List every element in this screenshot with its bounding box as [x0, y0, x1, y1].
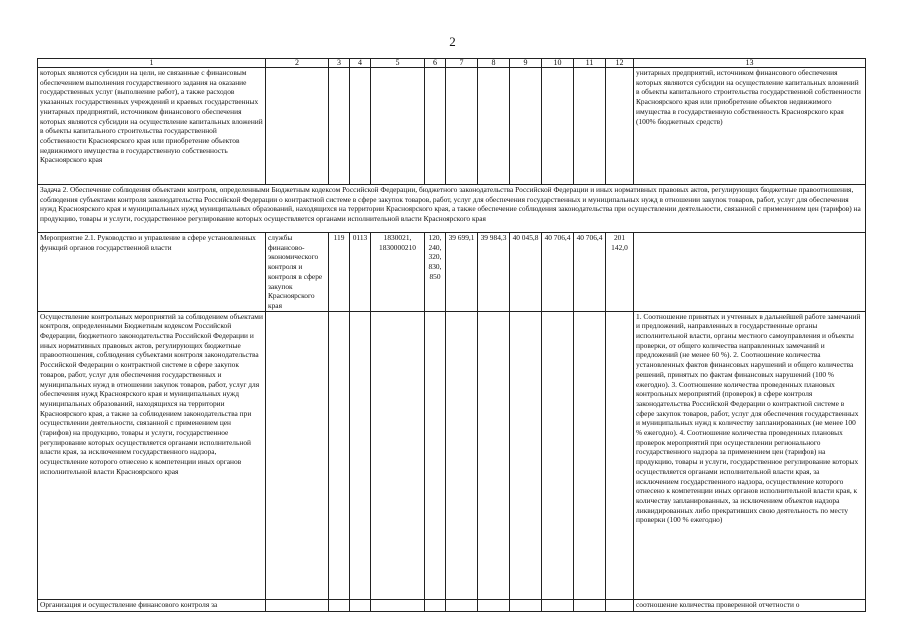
col-header: 1	[38, 59, 266, 68]
table-row	[38, 311, 866, 599]
col-header: 13	[634, 59, 866, 68]
continuation-indicator: унитарных предприятий, источником финансового обеспечения которых являются субсидии на осуществление капитальных вложений в объекты капитального строительства государственной собственности Красноярского края или приобретение объектов недвижимого имущества в государственную собственность Красноярского края (100% бюджетных средств)	[634, 68, 866, 185]
next-indicator-text: соотношение количества проверенной отчетности о	[634, 599, 866, 611]
measure-name: Мероприятие 2.1. Руководство и управление в сфере установленных функций органов государственной власти	[38, 233, 266, 312]
table-row	[38, 185, 866, 233]
col-header: 9	[510, 59, 542, 68]
col-header: 6	[425, 59, 446, 68]
column-number-row	[38, 59, 866, 68]
grbs-code: 119	[329, 233, 350, 312]
measure-executor: службы финансово-экономического контроля и контроля в сфере закупок Красноярского края	[266, 233, 329, 312]
table-row	[38, 599, 866, 611]
value-col-11: 40 706,4	[574, 233, 606, 312]
next-activity-text: Организация и осуществление финансового контроля за	[38, 599, 266, 611]
table-row	[38, 233, 866, 312]
control-activity-text: Осуществление контрольных мероприятий за соблюдением объектами контроля, определенными Бюджетным кодексом Российской Федерации, бюджетного законодательства Российской Федерации и иных нормативных правовых актов, регулирующих бюджетные правоотношения, соблюдения субъектами контроля законодательства Российской Федерации о контрактной системе в сфере закупок товаров, работ, услуг для обеспечения государственных и муниципальных нужд в отношении закупок товаров, работ, услуг для обеспечения нужд Красноярского края и муниципальных нужд муниципальных образований, находящихся на территории Красноярского края, а также за соблюдением законодательства при осуществлении деятельности, связанной с применением цен (тарифов) на продукцию, товары и услуги, государственное регулирование которых осуществляется органами исполнительной власти края, за исключением государственного надзора, осуществление которого отнесено к компетенции иных органов исполнительной власти Красноярского края	[38, 311, 266, 599]
col-header: 5	[371, 59, 425, 68]
col-header: 11	[574, 59, 606, 68]
table-row	[38, 68, 866, 185]
continuation-text: которых являются субсидии на цели, не связанные с финансовым обеспечением выполнения государственного задания на оказание государственных услуг (выполнение работ), а также расходов указанных государственных учреждений и краевых государственных унитарных предприятий, источником финансового обеспечения которых являются субсидии на осуществление капитальных вложений в объекты капитального строительства государственной собственности Красноярского края или приобретение объектов недвижимого имущества в государственную собственность Красноярского края	[38, 68, 266, 185]
page-number: 2	[449, 34, 456, 49]
task-2-heading: Задача 2. Обеспечение соблюдения объектами контроля, определенными Бюджетным кодексом Российской Федерации, бюджетного законодательства Российской Федерации и иных нормативных правовых актов, регулирующих бюджетные правоотношения, соблюдения субъектами контроля законодательства Российской Федерации о контрактной системе в сфере закупок товаров, работ, услуг для обеспечения государственных и муниципальных нужд в отношении закупок товаров, работ, услуг для обеспечения нужд Красноярского края и муниципальных нужд муниципальных образований, находящихся на территории Красноярского края, а также обеспечение соблюдения законодательства при осуществлении деятельности, связанной с применением цен (тарифов) на продукцию, товары и услуги, государственное регулирование которых осуществляется органами исполнительной власти Красноярского края	[38, 185, 866, 233]
col-header: 12	[606, 59, 634, 68]
col-header: 3	[329, 59, 350, 68]
col-header: 7	[446, 59, 478, 68]
col-header: 10	[542, 59, 574, 68]
value-col-10: 40 706,4	[542, 233, 574, 312]
col-header: 4	[350, 59, 371, 68]
value-col-7: 39 699,1	[446, 233, 478, 312]
control-indicators: 1. Соотношение принятых и учтенных в дальнейшей работе замечаний и предложений, направленных в государственные органы исполнительной власти, органы местного самоуправления и объекты проверки, от общего количества направленных замечаний и предложений (не менее 60 %). 2. Соотношение количества установленных фактов финансовых нарушений и общего количества решений, принятых по фактам финансовых нарушений (100 % ежегодно). 3. Соотношение количества проведенных плановых контрольных мероприятий (проверок) в сфере контроля законодательства Российской Федерации о контрактной системе в сфере закупок товаров, работ, услуг для обеспечения государственных и муниципальных нужд к количеству запланированных (не менее 100 % ежегодно). 4. Соотношение количества проведенных плановых проверок мероприятий при осуществлении регионального государственного надзора за применением цен (тарифов) на продукцию, товары и услуги, государственное регулирование которых осуществляется органами исполнительной власти края, за исключением государственного надзора, осуществление которого отнесено к компетенции иных органов исполнительной власти края, к количеству запланированных, за исключением объектов надзора ликвидированных либо прекративших свою деятельность по месту проверки (100 % ежегодно)	[634, 311, 866, 599]
value-col-8: 39 984,3	[478, 233, 510, 312]
vr-code: 120, 240, 320, 830, 850	[425, 233, 446, 312]
col-header: 8	[478, 59, 510, 68]
value-col-12: 201 142,0	[606, 233, 634, 312]
value-col-9: 40 045,8	[510, 233, 542, 312]
program-table	[37, 58, 866, 612]
col-header: 2	[266, 59, 329, 68]
rzpr-code: 0113	[350, 233, 371, 312]
csr-code: 1830021, 1830000210	[371, 233, 425, 312]
